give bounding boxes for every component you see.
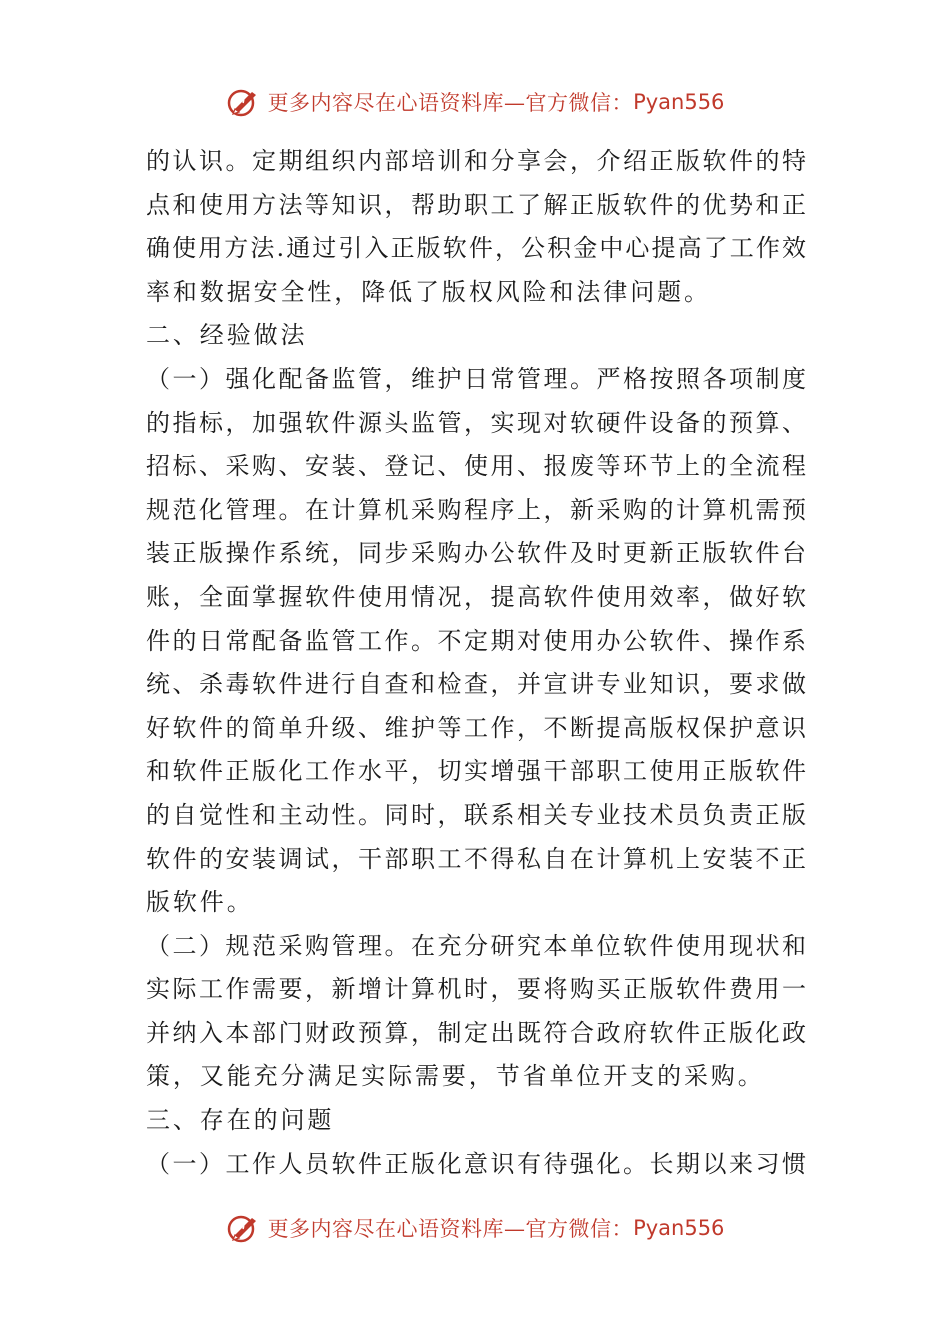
text-line: 好软件的简单升级、维护等工作，不断提高版权保护意识 <box>146 713 806 742</box>
text-line: （二）规范采购管理。在充分研究本单位软件使用现状和 <box>146 931 806 960</box>
text-line: 策，又能充分满足实际需要，节省单位开支的采购。 <box>146 1062 765 1091</box>
banner-wechat-id: Pyan556 <box>633 1216 725 1240</box>
text-line: 并纳入本部门财政预算，制定出既符合政府软件正版化政 <box>146 1018 806 1047</box>
text-line: （一）工作人员软件正版化意识有待强化。长期以来习惯 <box>146 1149 806 1178</box>
text-line: 的认识。定期组织内部培训和分享会，介绍正版软件的特 <box>146 147 806 175</box>
document-body <box>146 140 806 1186</box>
banner-text: 更多内容尽在心语资料库—官方微信： <box>267 1217 634 1241</box>
text-line: 规范化管理。在计算机采购程序上，新采购的计算机需预 <box>146 495 806 524</box>
header-banner <box>0 82 950 122</box>
text-line: 和软件正版化工作水平，切实增强干部职工使用正版软件 <box>146 757 806 786</box>
banner-text: 更多内容尽在心语资料库—官方微信： <box>267 91 634 115</box>
text-line: 版软件。 <box>146 888 254 917</box>
text-line: 二、经验做法 <box>146 321 308 350</box>
text-line: 招标、采购、安装、登记、使用、报废等环节上的全流程 <box>146 452 806 481</box>
text-line: 点和使用方法等知识，帮助职工了解正版软件的优势和正 <box>146 190 806 219</box>
banner-wechat-id: Pyan556 <box>633 90 725 114</box>
footer-banner <box>0 1208 950 1248</box>
text-line: 率和数据安全性，降低了版权风险和法律问题。 <box>146 277 711 306</box>
text-line: （一）强化配备监管，维护日常管理。严格按照各项制度 <box>146 364 806 393</box>
text-line: 件的日常配备监管工作。不定期对使用办公软件、操作系 <box>146 626 806 655</box>
text-line: 的指标，加强软件源头监管，实现对软硬件设备的预算、 <box>146 408 806 437</box>
text-line: 的自觉性和主动性。同时，联系相关专业技术员负责正版 <box>146 800 806 829</box>
pen-logo-icon <box>226 1212 262 1244</box>
text-line: 账，全面掌握软件使用情况，提高软件使用效率，做好软 <box>146 582 806 611</box>
text-line: 确使用方法.通过引入正版软件，公积金中心提高了工作效 <box>146 234 806 263</box>
text-line: 软件的安装调试，干部职工不得私自在计算机上安装不正 <box>146 844 806 873</box>
text-line: 三、存在的问题 <box>146 1106 335 1135</box>
text-line: 实际工作需要，新增计算机时，要将购买正版软件费用一 <box>146 975 806 1004</box>
text-line: 装正版操作系统，同步采购办公软件及时更新正版软件台 <box>146 539 806 568</box>
text-line: 统、杀毒软件进行自查和检查，并宣讲专业知识，要求做 <box>146 670 806 699</box>
pen-logo-icon <box>226 86 262 118</box>
